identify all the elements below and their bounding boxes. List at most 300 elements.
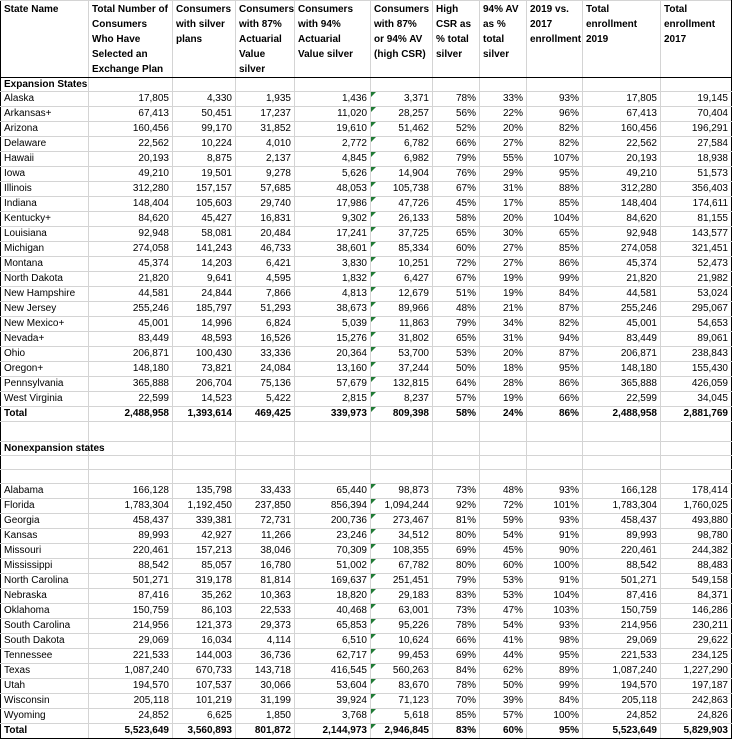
- cell-high-csr[interactable]: [371, 694, 433, 709]
- empty-cell[interactable]: [1, 456, 89, 470]
- cell-silver-plans[interactable]: 9,641: [173, 272, 236, 287]
- cell-high-csr[interactable]: [371, 724, 433, 739]
- cell-vs-2017[interactable]: 85%: [527, 242, 583, 257]
- empty-cell[interactable]: [583, 456, 661, 470]
- cell-vs-2017[interactable]: 84%: [527, 694, 583, 709]
- cell-enrollment-2017[interactable]: 51,573: [661, 167, 732, 182]
- cell-high-csr-pct[interactable]: 80%: [433, 529, 480, 544]
- cell-av94-pct[interactable]: 72%: [480, 499, 527, 514]
- cell-av94-silver[interactable]: 48,053: [295, 182, 371, 197]
- cell-silver-plans[interactable]: 42,927: [173, 529, 236, 544]
- cell-vs-2017[interactable]: 86%: [527, 407, 583, 422]
- cell-silver-plans[interactable]: 157,157: [173, 182, 236, 197]
- cell-av94-silver[interactable]: 57,679: [295, 377, 371, 392]
- cell-av87-silver[interactable]: 11,266: [236, 529, 295, 544]
- cell-enrollment-2017[interactable]: 493,880: [661, 514, 732, 529]
- cell-av94-pct[interactable]: 31%: [480, 332, 527, 347]
- cell-enrollment-2019[interactable]: 22,562: [583, 137, 661, 152]
- empty-cell[interactable]: [433, 470, 480, 484]
- cell-vs-2017[interactable]: 91%: [527, 529, 583, 544]
- cell-av94-pct[interactable]: 21%: [480, 302, 527, 317]
- cell-enrollment-2019[interactable]: 148,404: [583, 197, 661, 212]
- cell-av87-silver[interactable]: 237,850: [236, 499, 295, 514]
- cell-av94-silver[interactable]: 9,302: [295, 212, 371, 227]
- cell-state-name[interactable]: North Dakota: [1, 272, 89, 287]
- cell-high-csr-pct[interactable]: 79%: [433, 317, 480, 332]
- empty-cell[interactable]: [236, 78, 295, 92]
- cell-total-consumers[interactable]: 220,461: [89, 544, 173, 559]
- cell-enrollment-2019[interactable]: 1,783,304: [583, 499, 661, 514]
- cell-high-csr-pct[interactable]: 58%: [433, 407, 480, 422]
- cell-av87-silver[interactable]: 16,831: [236, 212, 295, 227]
- empty-cell[interactable]: [527, 422, 583, 442]
- cell-total-consumers[interactable]: 20,193: [89, 152, 173, 167]
- cell-total-consumers[interactable]: 166,128: [89, 484, 173, 499]
- empty-cell[interactable]: [480, 78, 527, 92]
- cell-vs-2017[interactable]: 104%: [527, 589, 583, 604]
- cell-high-csr[interactable]: [371, 257, 433, 272]
- empty-cell[interactable]: [1, 470, 89, 484]
- cell-av94-silver[interactable]: 416,545: [295, 664, 371, 679]
- cell-high-csr-pct[interactable]: 56%: [433, 107, 480, 122]
- cell-high-csr-pct[interactable]: 81%: [433, 514, 480, 529]
- cell-enrollment-2019[interactable]: 84,620: [583, 212, 661, 227]
- empty-cell[interactable]: [480, 422, 527, 442]
- cell-enrollment-2019[interactable]: 44,581: [583, 287, 661, 302]
- empty-cell[interactable]: [583, 442, 661, 456]
- cell-total-consumers[interactable]: 194,570: [89, 679, 173, 694]
- cell-enrollment-2019[interactable]: 88,542: [583, 559, 661, 574]
- cell-enrollment-2017[interactable]: 238,843: [661, 347, 732, 362]
- cell-high-csr-pct[interactable]: 84%: [433, 664, 480, 679]
- cell-av94-pct[interactable]: 20%: [480, 212, 527, 227]
- cell-av94-silver[interactable]: 2,144,973: [295, 724, 371, 739]
- cell-vs-2017[interactable]: 90%: [527, 544, 583, 559]
- empty-cell[interactable]: [236, 442, 295, 456]
- cell-vs-2017[interactable]: 107%: [527, 152, 583, 167]
- cell-av87-silver[interactable]: 72,731: [236, 514, 295, 529]
- header-2019-vs-2017[interactable]: 2019 vs. 2017 enrollment: [527, 1, 583, 78]
- cell-vs-2017[interactable]: 86%: [527, 377, 583, 392]
- cell-av94-pct[interactable]: 48%: [480, 484, 527, 499]
- cell-state-name[interactable]: Georgia: [1, 514, 89, 529]
- cell-av94-silver[interactable]: 4,813: [295, 287, 371, 302]
- cell-enrollment-2019[interactable]: 5,523,649: [583, 724, 661, 739]
- cell-silver-plans[interactable]: 50,451: [173, 107, 236, 122]
- cell-enrollment-2017[interactable]: 34,045: [661, 392, 732, 407]
- cell-vs-2017[interactable]: 82%: [527, 317, 583, 332]
- cell-av94-silver[interactable]: 11,020: [295, 107, 371, 122]
- header-total-consumers[interactable]: Total Number of Consumers Who Have Selected an Exchange Plan: [89, 1, 173, 78]
- cell-total-consumers[interactable]: 21,820: [89, 272, 173, 287]
- header-high-csr[interactable]: Consumers with 87% or 94% AV (high CSR): [371, 1, 433, 78]
- cell-av94-pct[interactable]: 60%: [480, 559, 527, 574]
- header-high-csr-pct[interactable]: High CSR as % total silver: [433, 1, 480, 78]
- cell-high-csr-pct[interactable]: 79%: [433, 152, 480, 167]
- cell-av87-silver[interactable]: 20,484: [236, 227, 295, 242]
- cell-high-csr[interactable]: [371, 709, 433, 724]
- cell-state-name[interactable]: Alabama: [1, 484, 89, 499]
- cell-total-consumers[interactable]: 274,058: [89, 242, 173, 257]
- cell-vs-2017[interactable]: 87%: [527, 302, 583, 317]
- cell-total-consumers[interactable]: 221,533: [89, 649, 173, 664]
- cell-silver-plans[interactable]: 101,219: [173, 694, 236, 709]
- cell-enrollment-2017[interactable]: 24,826: [661, 709, 732, 724]
- cell-av94-pct[interactable]: 41%: [480, 634, 527, 649]
- cell-av94-silver[interactable]: 70,309: [295, 544, 371, 559]
- cell-av87-silver[interactable]: 10,363: [236, 589, 295, 604]
- cell-av94-pct[interactable]: 34%: [480, 317, 527, 332]
- cell-av94-pct[interactable]: 57%: [480, 709, 527, 724]
- cell-av94-pct[interactable]: 19%: [480, 272, 527, 287]
- cell-high-csr-pct[interactable]: 60%: [433, 242, 480, 257]
- cell-high-csr-pct[interactable]: 79%: [433, 574, 480, 589]
- cell-total-consumers[interactable]: 67,413: [89, 107, 173, 122]
- cell-enrollment-2017[interactable]: 5,829,903: [661, 724, 732, 739]
- cell-high-csr[interactable]: [371, 574, 433, 589]
- cell-total-consumers[interactable]: 88,542: [89, 559, 173, 574]
- cell-av94-pct[interactable]: 50%: [480, 679, 527, 694]
- empty-cell[interactable]: [661, 78, 732, 92]
- cell-enrollment-2019[interactable]: 312,280: [583, 182, 661, 197]
- cell-high-csr-pct[interactable]: 57%: [433, 392, 480, 407]
- cell-av94-pct[interactable]: 55%: [480, 152, 527, 167]
- cell-high-csr-pct[interactable]: 73%: [433, 484, 480, 499]
- cell-enrollment-2017[interactable]: 52,473: [661, 257, 732, 272]
- cell-silver-plans[interactable]: 85,057: [173, 559, 236, 574]
- cell-av87-silver[interactable]: 46,733: [236, 242, 295, 257]
- cell-silver-plans[interactable]: 1,393,614: [173, 407, 236, 422]
- cell-silver-plans[interactable]: 14,203: [173, 257, 236, 272]
- cell-av94-silver[interactable]: 17,986: [295, 197, 371, 212]
- cell-state-name[interactable]: Wyoming: [1, 709, 89, 724]
- cell-high-csr-pct[interactable]: 69%: [433, 649, 480, 664]
- cell-state-name[interactable]: West Virginia: [1, 392, 89, 407]
- cell-enrollment-2017[interactable]: 98,780: [661, 529, 732, 544]
- cell-vs-2017[interactable]: 93%: [527, 92, 583, 107]
- cell-av94-silver[interactable]: 200,736: [295, 514, 371, 529]
- cell-av87-silver[interactable]: 4,010: [236, 137, 295, 152]
- cell-enrollment-2017[interactable]: 197,187: [661, 679, 732, 694]
- cell-vs-2017[interactable]: 66%: [527, 392, 583, 407]
- cell-state-name[interactable]: North Carolina: [1, 574, 89, 589]
- empty-cell[interactable]: [433, 456, 480, 470]
- cell-state-name[interactable]: Iowa: [1, 167, 89, 182]
- cell-enrollment-2017[interactable]: 155,430: [661, 362, 732, 377]
- cell-total-consumers[interactable]: 17,805: [89, 92, 173, 107]
- cell-av94-pct[interactable]: 33%: [480, 92, 527, 107]
- cell-total-consumers[interactable]: 2,488,958: [89, 407, 173, 422]
- cell-enrollment-2019[interactable]: 255,246: [583, 302, 661, 317]
- cell-av94-silver[interactable]: 38,673: [295, 302, 371, 317]
- cell-state-name[interactable]: Illinois: [1, 182, 89, 197]
- cell-high-csr[interactable]: [371, 317, 433, 332]
- cell-enrollment-2019[interactable]: 92,948: [583, 227, 661, 242]
- cell-high-csr-pct[interactable]: 67%: [433, 182, 480, 197]
- cell-high-csr[interactable]: [371, 167, 433, 182]
- cell-av94-pct[interactable]: 20%: [480, 122, 527, 137]
- cell-high-csr[interactable]: [371, 302, 433, 317]
- empty-cell[interactable]: [480, 456, 527, 470]
- empty-cell[interactable]: [89, 442, 173, 456]
- cell-high-csr-pct[interactable]: 52%: [433, 122, 480, 137]
- empty-cell[interactable]: [173, 470, 236, 484]
- cell-enrollment-2019[interactable]: 501,271: [583, 574, 661, 589]
- cell-vs-2017[interactable]: 99%: [527, 272, 583, 287]
- cell-av94-silver[interactable]: 5,039: [295, 317, 371, 332]
- cell-av87-silver[interactable]: 9,278: [236, 167, 295, 182]
- cell-av94-silver[interactable]: 19,610: [295, 122, 371, 137]
- cell-enrollment-2019[interactable]: 89,993: [583, 529, 661, 544]
- cell-high-csr-pct[interactable]: 78%: [433, 92, 480, 107]
- cell-state-name[interactable]: Nevada+: [1, 332, 89, 347]
- cell-state-name[interactable]: Missouri: [1, 544, 89, 559]
- cell-vs-2017[interactable]: 93%: [527, 484, 583, 499]
- cell-av87-silver[interactable]: 4,114: [236, 634, 295, 649]
- cell-av94-pct[interactable]: 39%: [480, 694, 527, 709]
- empty-cell[interactable]: [295, 470, 371, 484]
- cell-av87-silver[interactable]: 57,685: [236, 182, 295, 197]
- cell-high-csr[interactable]: [371, 514, 433, 529]
- cell-enrollment-2019[interactable]: 458,437: [583, 514, 661, 529]
- cell-av87-silver[interactable]: 31,199: [236, 694, 295, 709]
- cell-enrollment-2017[interactable]: 196,291: [661, 122, 732, 137]
- cell-high-csr-pct[interactable]: 78%: [433, 679, 480, 694]
- cell-vs-2017[interactable]: 84%: [527, 287, 583, 302]
- cell-vs-2017[interactable]: 95%: [527, 724, 583, 739]
- cell-high-csr[interactable]: [371, 332, 433, 347]
- cell-enrollment-2017[interactable]: 356,403: [661, 182, 732, 197]
- cell-enrollment-2019[interactable]: 214,956: [583, 619, 661, 634]
- cell-state-name[interactable]: South Dakota: [1, 634, 89, 649]
- cell-silver-plans[interactable]: 670,733: [173, 664, 236, 679]
- cell-high-csr[interactable]: [371, 137, 433, 152]
- cell-av87-silver[interactable]: 7,866: [236, 287, 295, 302]
- empty-cell[interactable]: [371, 422, 433, 442]
- cell-state-name[interactable]: Florida: [1, 499, 89, 514]
- cell-total-consumers[interactable]: 312,280: [89, 182, 173, 197]
- cell-total-consumers[interactable]: 45,001: [89, 317, 173, 332]
- cell-enrollment-2017[interactable]: 81,155: [661, 212, 732, 227]
- cell-enrollment-2019[interactable]: 49,210: [583, 167, 661, 182]
- cell-av94-pct[interactable]: 27%: [480, 242, 527, 257]
- cell-av94-silver[interactable]: 6,510: [295, 634, 371, 649]
- cell-vs-2017[interactable]: 95%: [527, 167, 583, 182]
- cell-enrollment-2019[interactable]: 24,852: [583, 709, 661, 724]
- cell-high-csr-pct[interactable]: 83%: [433, 589, 480, 604]
- empty-cell[interactable]: [583, 78, 661, 92]
- cell-high-csr-pct[interactable]: 67%: [433, 272, 480, 287]
- cell-enrollment-2019[interactable]: 150,759: [583, 604, 661, 619]
- cell-high-csr[interactable]: [371, 152, 433, 167]
- header-enrollment-2017[interactable]: Total enrollment 2017: [661, 1, 732, 78]
- cell-state-name[interactable]: Arizona: [1, 122, 89, 137]
- cell-enrollment-2017[interactable]: 146,286: [661, 604, 732, 619]
- cell-state-name[interactable]: Oklahoma: [1, 604, 89, 619]
- cell-high-csr[interactable]: [371, 287, 433, 302]
- cell-state-name[interactable]: Total: [1, 724, 89, 739]
- cell-enrollment-2019[interactable]: 206,871: [583, 347, 661, 362]
- cell-enrollment-2019[interactable]: 29,069: [583, 634, 661, 649]
- empty-cell[interactable]: [527, 442, 583, 456]
- header-87-av-silver[interactable]: Consumers with 87% Actuarial Value silver: [236, 1, 295, 78]
- header-state-name[interactable]: State Name: [1, 1, 89, 78]
- cell-av87-silver[interactable]: 38,046: [236, 544, 295, 559]
- cell-vs-2017[interactable]: 87%: [527, 347, 583, 362]
- cell-av94-silver[interactable]: 339,973: [295, 407, 371, 422]
- cell-total-consumers[interactable]: 89,993: [89, 529, 173, 544]
- cell-silver-plans[interactable]: 3,560,893: [173, 724, 236, 739]
- empty-cell[interactable]: [295, 78, 371, 92]
- cell-high-csr-pct[interactable]: 73%: [433, 604, 480, 619]
- cell-high-csr-pct[interactable]: 64%: [433, 377, 480, 392]
- cell-total-consumers[interactable]: 458,437: [89, 514, 173, 529]
- cell-high-csr-pct[interactable]: 51%: [433, 287, 480, 302]
- cell-av94-silver[interactable]: 65,440: [295, 484, 371, 499]
- cell-state-name[interactable]: Total: [1, 407, 89, 422]
- empty-cell[interactable]: [661, 442, 732, 456]
- empty-cell[interactable]: [236, 456, 295, 470]
- cell-total-consumers[interactable]: 148,404: [89, 197, 173, 212]
- cell-av94-silver[interactable]: 65,853: [295, 619, 371, 634]
- cell-state-name[interactable]: New Hampshire: [1, 287, 89, 302]
- cell-enrollment-2019[interactable]: 1,087,240: [583, 664, 661, 679]
- section-label[interactable]: Expansion States: [1, 78, 89, 92]
- cell-enrollment-2019[interactable]: 17,805: [583, 92, 661, 107]
- empty-cell[interactable]: [236, 422, 295, 442]
- cell-av94-pct[interactable]: 19%: [480, 392, 527, 407]
- cell-enrollment-2017[interactable]: 244,382: [661, 544, 732, 559]
- cell-av94-silver[interactable]: 62,717: [295, 649, 371, 664]
- cell-av87-silver[interactable]: 1,850: [236, 709, 295, 724]
- cell-total-consumers[interactable]: 29,069: [89, 634, 173, 649]
- cell-vs-2017[interactable]: 65%: [527, 227, 583, 242]
- cell-av94-silver[interactable]: 3,768: [295, 709, 371, 724]
- empty-cell[interactable]: [295, 422, 371, 442]
- cell-high-csr[interactable]: [371, 197, 433, 212]
- cell-vs-2017[interactable]: 95%: [527, 649, 583, 664]
- cell-high-csr-pct[interactable]: 50%: [433, 362, 480, 377]
- cell-state-name[interactable]: Montana: [1, 257, 89, 272]
- cell-enrollment-2017[interactable]: 1,227,290: [661, 664, 732, 679]
- cell-av94-pct[interactable]: 53%: [480, 589, 527, 604]
- cell-silver-plans[interactable]: 99,170: [173, 122, 236, 137]
- cell-enrollment-2019[interactable]: 205,118: [583, 694, 661, 709]
- cell-vs-2017[interactable]: 103%: [527, 604, 583, 619]
- cell-state-name[interactable]: Michigan: [1, 242, 89, 257]
- cell-av94-pct[interactable]: 30%: [480, 227, 527, 242]
- cell-high-csr[interactable]: [371, 407, 433, 422]
- cell-silver-plans[interactable]: 121,373: [173, 619, 236, 634]
- cell-high-csr-pct[interactable]: 53%: [433, 347, 480, 362]
- cell-vs-2017[interactable]: 100%: [527, 559, 583, 574]
- cell-silver-plans[interactable]: 339,381: [173, 514, 236, 529]
- cell-high-csr[interactable]: [371, 392, 433, 407]
- cell-vs-2017[interactable]: 82%: [527, 137, 583, 152]
- cell-enrollment-2019[interactable]: 21,820: [583, 272, 661, 287]
- cell-enrollment-2017[interactable]: 21,982: [661, 272, 732, 287]
- cell-silver-plans[interactable]: 19,501: [173, 167, 236, 182]
- cell-av87-silver[interactable]: 81,814: [236, 574, 295, 589]
- cell-enrollment-2019[interactable]: 365,888: [583, 377, 661, 392]
- cell-high-csr[interactable]: [371, 559, 433, 574]
- cell-av94-pct[interactable]: 18%: [480, 362, 527, 377]
- empty-cell[interactable]: [295, 456, 371, 470]
- cell-enrollment-2017[interactable]: 426,059: [661, 377, 732, 392]
- cell-silver-plans[interactable]: 14,996: [173, 317, 236, 332]
- cell-high-csr-pct[interactable]: 66%: [433, 634, 480, 649]
- cell-state-name[interactable]: New Mexico+: [1, 317, 89, 332]
- cell-enrollment-2019[interactable]: 22,599: [583, 392, 661, 407]
- cell-av94-silver[interactable]: 53,604: [295, 679, 371, 694]
- cell-total-consumers[interactable]: 205,118: [89, 694, 173, 709]
- cell-enrollment-2017[interactable]: 29,622: [661, 634, 732, 649]
- empty-cell[interactable]: [661, 470, 732, 484]
- cell-enrollment-2017[interactable]: 143,577: [661, 227, 732, 242]
- cell-enrollment-2017[interactable]: 54,653: [661, 317, 732, 332]
- cell-enrollment-2017[interactable]: 89,061: [661, 332, 732, 347]
- cell-enrollment-2017[interactable]: 549,158: [661, 574, 732, 589]
- cell-av94-silver[interactable]: 856,394: [295, 499, 371, 514]
- cell-total-consumers[interactable]: 49,210: [89, 167, 173, 182]
- cell-total-consumers[interactable]: 206,871: [89, 347, 173, 362]
- cell-av87-silver[interactable]: 469,425: [236, 407, 295, 422]
- cell-high-csr[interactable]: [371, 649, 433, 664]
- cell-high-csr-pct[interactable]: 76%: [433, 167, 480, 182]
- cell-av87-silver[interactable]: 17,237: [236, 107, 295, 122]
- cell-silver-plans[interactable]: 4,330: [173, 92, 236, 107]
- cell-high-csr-pct[interactable]: 80%: [433, 559, 480, 574]
- cell-av87-silver[interactable]: 30,066: [236, 679, 295, 694]
- cell-enrollment-2019[interactable]: 220,461: [583, 544, 661, 559]
- cell-av94-pct[interactable]: 29%: [480, 167, 527, 182]
- cell-silver-plans[interactable]: 58,081: [173, 227, 236, 242]
- cell-high-csr-pct[interactable]: 58%: [433, 212, 480, 227]
- cell-high-csr[interactable]: [371, 529, 433, 544]
- cell-av94-pct[interactable]: 28%: [480, 377, 527, 392]
- cell-av94-silver[interactable]: 20,364: [295, 347, 371, 362]
- cell-av87-silver[interactable]: 2,137: [236, 152, 295, 167]
- cell-high-csr[interactable]: [371, 362, 433, 377]
- cell-av94-silver[interactable]: 2,772: [295, 137, 371, 152]
- empty-cell[interactable]: [89, 78, 173, 92]
- cell-enrollment-2017[interactable]: 1,760,025: [661, 499, 732, 514]
- cell-av94-silver[interactable]: 18,820: [295, 589, 371, 604]
- empty-cell[interactable]: [89, 422, 173, 442]
- cell-silver-plans[interactable]: 1,192,450: [173, 499, 236, 514]
- cell-silver-plans[interactable]: 14,523: [173, 392, 236, 407]
- cell-enrollment-2017[interactable]: 242,863: [661, 694, 732, 709]
- cell-vs-2017[interactable]: 98%: [527, 634, 583, 649]
- cell-state-name[interactable]: Pennsylvania: [1, 377, 89, 392]
- cell-silver-plans[interactable]: 10,224: [173, 137, 236, 152]
- empty-cell[interactable]: [433, 422, 480, 442]
- cell-total-consumers[interactable]: 150,759: [89, 604, 173, 619]
- cell-av94-pct[interactable]: 54%: [480, 619, 527, 634]
- cell-silver-plans[interactable]: 141,243: [173, 242, 236, 257]
- cell-high-csr[interactable]: [371, 679, 433, 694]
- cell-high-csr[interactable]: [371, 182, 433, 197]
- cell-enrollment-2017[interactable]: 27,584: [661, 137, 732, 152]
- cell-vs-2017[interactable]: 100%: [527, 709, 583, 724]
- cell-high-csr-pct[interactable]: 48%: [433, 302, 480, 317]
- cell-vs-2017[interactable]: 94%: [527, 332, 583, 347]
- cell-state-name[interactable]: Louisiana: [1, 227, 89, 242]
- cell-silver-plans[interactable]: 8,875: [173, 152, 236, 167]
- cell-high-csr-pct[interactable]: 83%: [433, 724, 480, 739]
- empty-cell[interactable]: [371, 470, 433, 484]
- cell-enrollment-2019[interactable]: 2,488,958: [583, 407, 661, 422]
